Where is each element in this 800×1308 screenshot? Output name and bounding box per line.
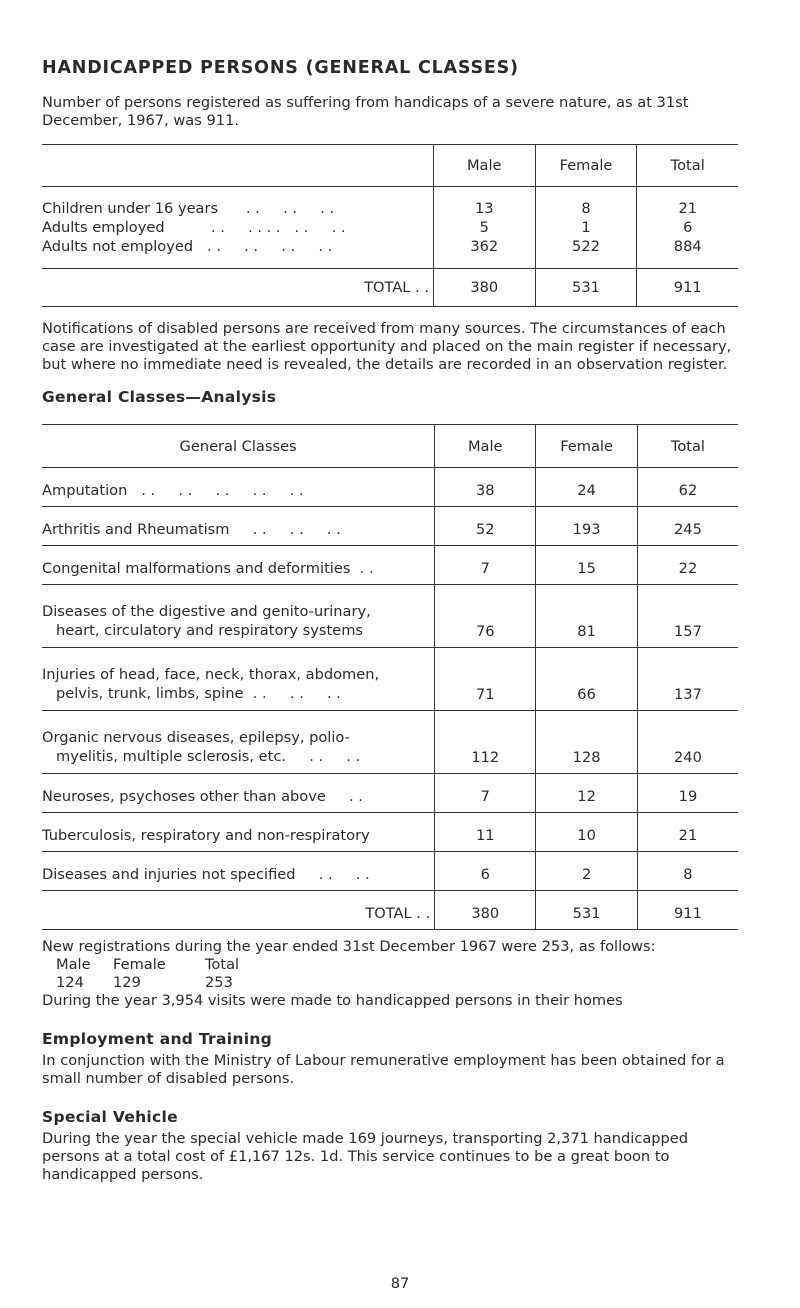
label-female: Female bbox=[113, 956, 166, 973]
value-male: 124 bbox=[56, 974, 84, 991]
table-row bbox=[42, 711, 738, 774]
intro-paragraph: Number of persons registered as suffering from handicaps of a severe nature, as at 31st December, 1967, was 911. bbox=[42, 94, 689, 129]
table-row bbox=[42, 218, 738, 237]
total-total: 911 bbox=[637, 891, 738, 930]
female-value: 1 bbox=[535, 218, 637, 237]
row-label: Amputation . . . . . . . . . . bbox=[42, 468, 435, 507]
total-value: 884 bbox=[637, 237, 738, 269]
notifications-paragraph: Notifications of disabled persons are received from many sources. The circumstances of each case are investigated at the earliest opportunity and placed on the main register if necessary, but where no immediate need is revealed, the details are recorded in an observation register. bbox=[42, 320, 732, 373]
visits-paragraph: During the year 3,954 visits were made to handicapped persons in their homes bbox=[42, 992, 623, 1009]
female-value: 2 bbox=[536, 852, 638, 891]
total-value: 6 bbox=[637, 218, 738, 237]
row-label: Diseases of the digestive and genito-urinary, heart, circulatory and respiratory systems bbox=[42, 585, 435, 648]
row-label: Adults not employed . . . . . . . . bbox=[42, 237, 433, 269]
table-row bbox=[42, 585, 738, 648]
male-value: 11 bbox=[435, 813, 536, 852]
total-female: 531 bbox=[535, 269, 637, 307]
row-label: Children under 16 years . . . . . . bbox=[42, 200, 335, 217]
header-general-classes: General Classes bbox=[42, 425, 435, 468]
male-value: 112 bbox=[435, 711, 536, 774]
registration-table bbox=[42, 144, 738, 307]
female-value: 12 bbox=[536, 774, 638, 813]
table-header-row bbox=[42, 145, 738, 187]
value-total: 253 bbox=[205, 974, 233, 991]
table-row bbox=[42, 187, 738, 219]
row-label: Adults employed . . . . . . . . . . bbox=[42, 219, 346, 236]
male-value: 13 bbox=[433, 187, 535, 219]
table-header-row bbox=[42, 425, 738, 468]
table-row bbox=[42, 546, 738, 585]
female-value: 81 bbox=[536, 585, 638, 648]
male-value: 362 bbox=[433, 237, 535, 269]
total-value: 157 bbox=[637, 585, 738, 648]
male-value: 71 bbox=[435, 648, 536, 711]
table-row bbox=[42, 507, 738, 546]
header-male: Male bbox=[435, 425, 536, 468]
female-value: 15 bbox=[536, 546, 638, 585]
row-label: Injuries of head, face, neck, thorax, abdomen, pelvis, trunk, limbs, spine . . . . . . bbox=[42, 648, 435, 711]
value-female: 129 bbox=[113, 974, 141, 991]
total-value: 137 bbox=[637, 648, 738, 711]
vehicle-heading: Special Vehicle bbox=[42, 1108, 178, 1126]
row-label: Neuroses, psychoses other than above . . bbox=[42, 774, 435, 813]
table-row bbox=[42, 774, 738, 813]
table-row bbox=[42, 852, 738, 891]
employment-paragraph: In conjunction with the Ministry of Labour remunerative employment has been obtained for a small number of disabled persons. bbox=[42, 1052, 725, 1087]
label-total: Total bbox=[205, 956, 240, 973]
page-title: HANDICAPPED PERSONS (GENERAL CLASSES) bbox=[42, 58, 519, 78]
header-total: Total bbox=[637, 425, 738, 468]
total-label: TOTAL . . bbox=[42, 891, 435, 930]
total-male: 380 bbox=[435, 891, 536, 930]
analysis-heading: General Classes—Analysis bbox=[42, 388, 277, 406]
row-label: Arthritis and Rheumatism . . . . . . bbox=[42, 507, 435, 546]
male-value: 38 bbox=[435, 468, 536, 507]
analysis-table bbox=[42, 424, 738, 930]
employment-heading: Employment and Training bbox=[42, 1030, 273, 1048]
page-number: 87 bbox=[390, 1275, 410, 1292]
total-female: 531 bbox=[536, 891, 638, 930]
total-male: 380 bbox=[433, 269, 535, 307]
total-value: 21 bbox=[637, 813, 738, 852]
row-label: Diseases and injuries not specified . . . . bbox=[42, 852, 435, 891]
header-female: Female bbox=[535, 145, 637, 187]
male-value: 7 bbox=[435, 774, 536, 813]
female-value: 8 bbox=[535, 187, 637, 219]
total-row bbox=[42, 269, 738, 307]
row-label: Organic nervous diseases, epilepsy, polio- myelitis, multiple sclerosis, etc. . . . . bbox=[42, 711, 435, 774]
total-value: 240 bbox=[637, 711, 738, 774]
row-label: Tuberculosis, respiratory and non-respiratory bbox=[42, 813, 435, 852]
table-row bbox=[42, 468, 738, 507]
male-value: 76 bbox=[435, 585, 536, 648]
label-male: Male bbox=[56, 956, 91, 973]
male-value: 52 bbox=[435, 507, 536, 546]
female-value: 24 bbox=[536, 468, 638, 507]
male-value: 7 bbox=[435, 546, 536, 585]
row-label: Congenital malformations and deformities . . bbox=[42, 546, 435, 585]
new-registrations-paragraph: New registrations during the year ended 31st December 1967 were 253, as follows: bbox=[42, 938, 656, 955]
female-value: 66 bbox=[536, 648, 638, 711]
total-value: 245 bbox=[637, 507, 738, 546]
total-value: 19 bbox=[637, 774, 738, 813]
table-row bbox=[42, 648, 738, 711]
total-label: TOTAL . . bbox=[42, 269, 433, 307]
female-value: 522 bbox=[535, 237, 637, 269]
female-value: 193 bbox=[536, 507, 638, 546]
female-value: 10 bbox=[536, 813, 638, 852]
male-value: 5 bbox=[433, 218, 535, 237]
male-value: 6 bbox=[435, 852, 536, 891]
header-male: Male bbox=[433, 145, 535, 187]
header-blank bbox=[42, 145, 433, 187]
new-registrations-figures bbox=[42, 956, 742, 992]
total-value: 21 bbox=[637, 187, 738, 219]
header-total: Total bbox=[637, 145, 738, 187]
total-value: 8 bbox=[637, 852, 738, 891]
total-total: 911 bbox=[637, 269, 738, 307]
total-value: 62 bbox=[637, 468, 738, 507]
header-female: Female bbox=[536, 425, 638, 468]
page bbox=[42, 58, 742, 1184]
table-row bbox=[42, 237, 738, 269]
total-value: 22 bbox=[637, 546, 738, 585]
female-value: 128 bbox=[536, 711, 638, 774]
vehicle-paragraph: During the year the special vehicle made 169 journeys, transporting 2,371 handicapped persons at a total cost of £1,167 12s. 1d. This service continues to be a great boon to handicapped persons. bbox=[42, 1130, 689, 1183]
table-row bbox=[42, 813, 738, 852]
total-row bbox=[42, 891, 738, 930]
